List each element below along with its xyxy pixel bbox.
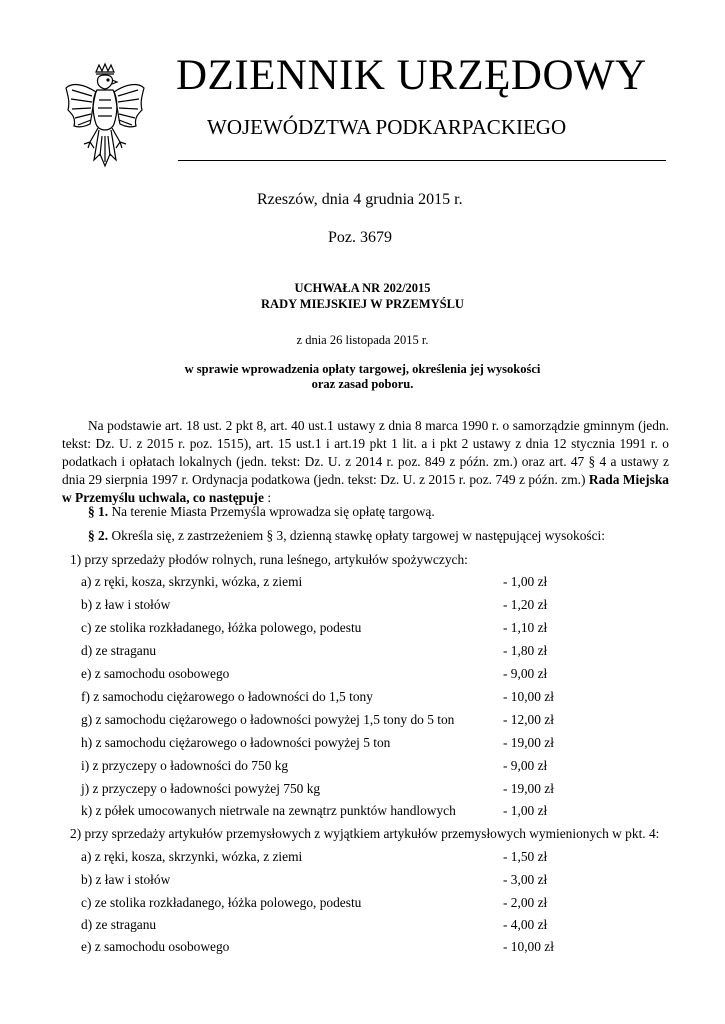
resolution-subject-line1: w sprawie wprowadzenia opłaty targowej, określenia jej wysokości [184,362,541,376]
rate-label: i) z przyczepy o ładowności do 750 kg [81,758,289,773]
rate-label: k) z półek umocowanych nietrwale na zewnątrz punktów handlowych [81,803,456,818]
resolution-council: RADY MIEJSKIEJ W PRZEMYŚLU [261,297,464,311]
position-number: Poz. 3679 [328,229,392,246]
preamble-end: : [267,490,272,505]
preamble-paragraph [62,417,669,507]
group-1-title: 1) przy sprzedaży płodów rolnych, runa leśnego, artykułów spożywczych: [70,552,468,567]
section-2 [88,527,605,545]
rate-price: - 19,00 zł [503,735,554,750]
rate-price: - 9,00 zł [503,758,548,773]
eagle-emblem-icon [62,62,148,174]
section-2-label: § 2. [88,528,109,543]
rate-price: - 10,00 zł [503,939,554,954]
rate-price: - 4,00 zł [503,917,548,932]
rate-price: - 1,00 zł [503,574,548,589]
section-1 [88,503,435,521]
rate-label: h) z samochodu ciężarowego o ładowności powyżej 5 ton [81,735,391,750]
preamble-bold-text: Rada Miejska w Przemyślu uchwala, co następuje [62,472,669,505]
journal-subtitle: WOJEWÓDZTWA PODKARPACKIEGO [207,115,567,139]
rate-label: j) z przyczepy o ładowności powyżej 750 kg [81,781,321,796]
rate-label: e) z samochodu osobowego [81,939,230,954]
group-2-title: 2) przy sprzedaży artykułów przemysłowych z wyjątkiem artykułów przemysłowych wymienionych w pkt. 4: [70,826,660,841]
rate-price: - 2,00 zł [503,895,548,910]
rate-price: - 1,00 zł [503,803,548,818]
rate-price: - 19,00 zł [503,781,554,796]
rate-label: d) ze straganu [81,643,157,658]
rate-label: d) ze straganu [81,917,157,932]
rate-label: a) z ręki, kosza, skrzynki, wózka, z ziemi [81,849,303,864]
rate-price: - 1,20 zł [503,597,548,612]
rate-label: b) z ław i stołów [81,597,171,612]
header-divider [178,160,666,161]
place-date: Rzeszów, dnia 4 grudnia 2015 r. [257,191,463,208]
rate-label: e) z samochodu osobowego [81,666,230,681]
journal-title: DZIENNIK URZĘDOWY [176,52,647,99]
section-1-text: Na terenie Miasta Przemyśla wprowadza się opłatę targową. [111,504,435,519]
rate-price: - 12,00 zł [503,712,554,727]
resolution-date: z dnia 26 listopada 2015 r. [296,333,429,347]
rate-label: a) z ręki, kosza, skrzynki, wózka, z ziemi [81,574,303,589]
rate-price: - 9,00 zł [503,666,548,681]
section-1-label: § 1. [88,504,109,519]
resolution-subject-line2: oraz zasad poboru. [311,377,414,391]
section-2-text: Określa się, z zastrzeżeniem § 3, dzienną stawkę opłaty targowej w następującej wysokości: [111,528,605,543]
rate-price: - 1,10 zł [503,620,548,635]
resolution-number: UCHWAŁA NR 202/2015 [294,281,431,295]
rate-label: f) z samochodu ciężarowego o ładowności do 1,5 tony [81,689,373,704]
rate-price: - 3,00 zł [503,872,548,887]
rate-label: c) ze stolika rozkładanego, łóżka polowego, podestu [81,620,362,635]
rate-price: - 10,00 zł [503,689,554,704]
rate-label: g) z samochodu ciężarowego o ładowności powyżej 1,5 tony do 5 ton [81,712,455,727]
rate-price: - 1,80 zł [503,643,548,658]
rate-price: - 1,50 zł [503,849,548,864]
rate-label: b) z ław i stołów [81,872,171,887]
rate-label: c) ze stolika rozkładanego, łóżka polowego, podestu [81,895,362,910]
preamble-text: Na podstawie art. 18 ust. 2 pkt 8, art. 40 ust.1 ustawy z dnia 8 marca 1990 r. o samorządzie gminnym (jedn. tekst: Dz. U. z 2015 r. poz. 1515), art. 15 ust.1 i art.19 pkt 1 lit. a i pkt 2 ustawy z dnia 12 stycznia 1991 r. o podatkach i opłatach lokalnych (jedn. tekst: Dz. U. z 2014 r. poz. 849 z późn. zm.) oraz art. 47 § 4 a ustawy z dnia 29 sierpnia 1997 r. Ordynacja podatkowa (jedn. tekst: Dz. U. z 2015 r. poz. 749 z późn. zm.) [62,418,669,487]
